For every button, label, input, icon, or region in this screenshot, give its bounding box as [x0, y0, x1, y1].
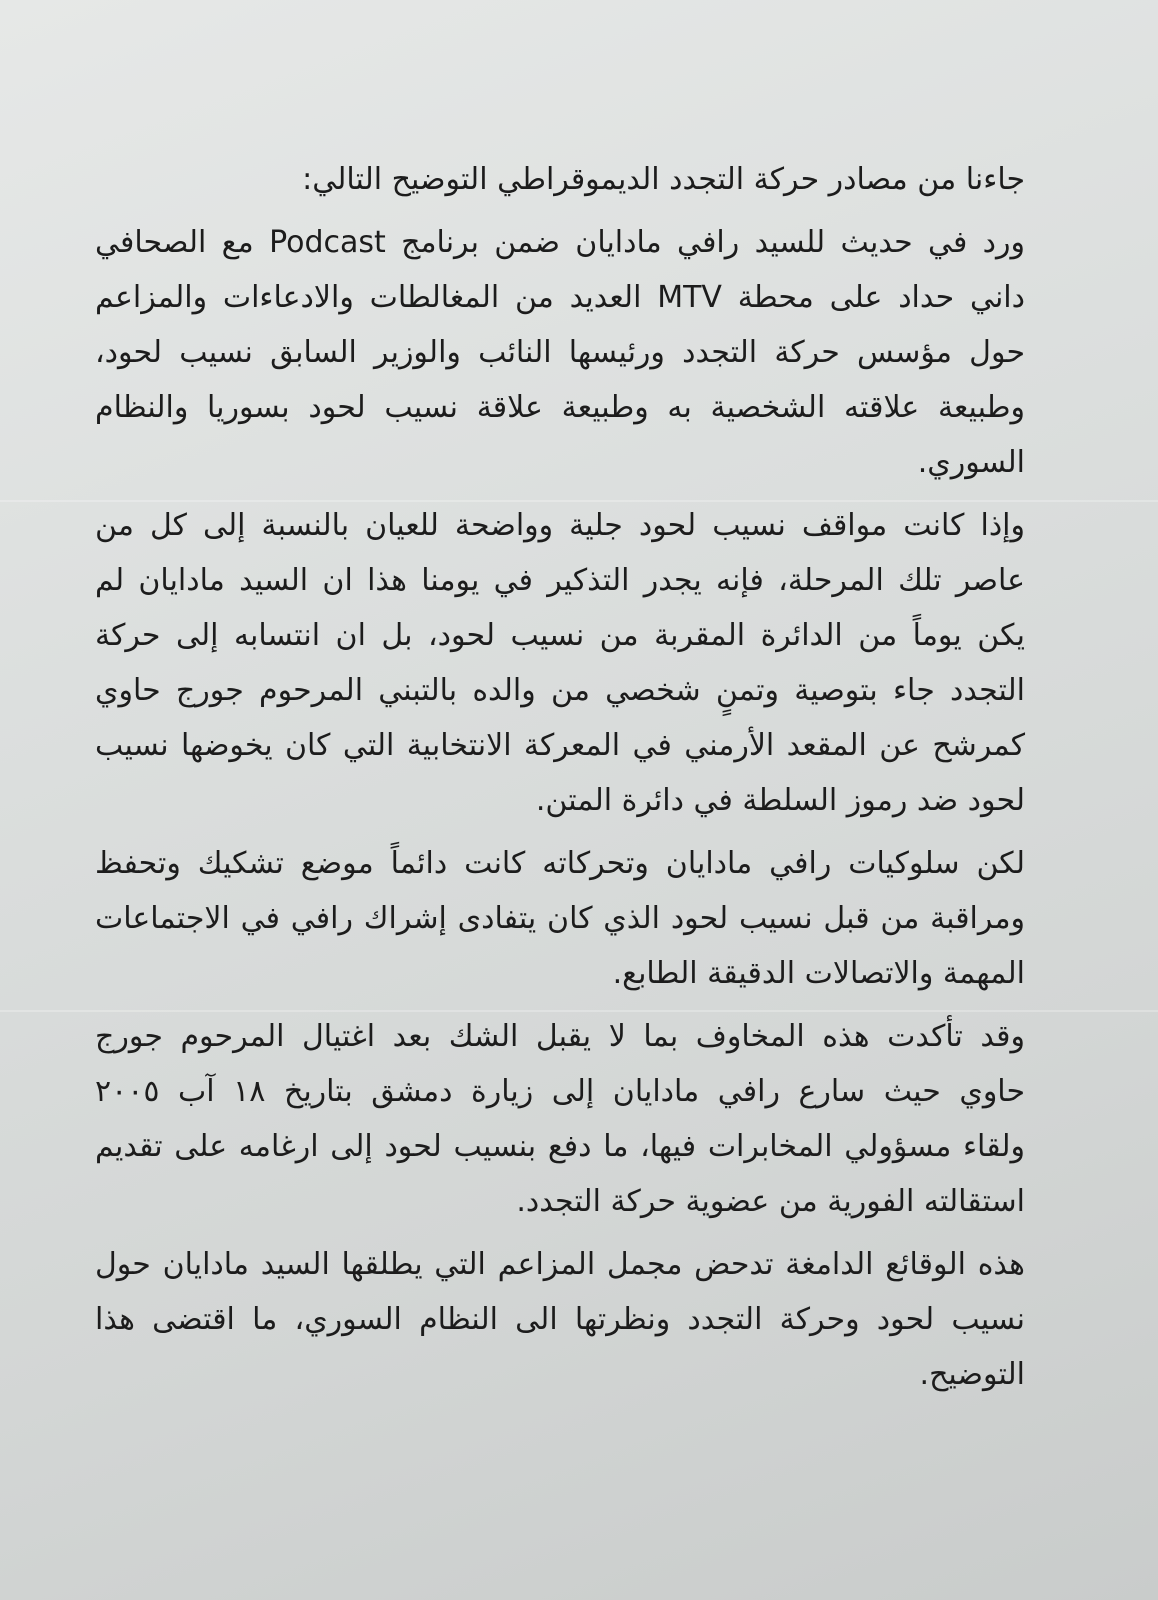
- text-line: التجدد جاء بتوصية وتمنٍ شخصي من والده بالتبني المرحوم جورج حاوي: [95, 673, 1025, 708]
- intro-paragraph: [95, 152, 1025, 207]
- text-line: السوري.: [917, 445, 1025, 480]
- intro-line: جاءنا من مصادر حركة التجدد الديموقراطي التوضيح التالي:: [302, 162, 1025, 197]
- text-line: داني حداد على محطة MTV العديد من المغالطات والادعاءات والمزاعم: [95, 280, 1025, 315]
- text-line: حول مؤسس حركة التجدد ورئيسها النائب والوزير السابق نسيب لحود،: [95, 335, 1025, 370]
- text-line: ورد في حديث للسيد رافي مادايان ضمن برنامج Podcast مع الصحافي: [95, 225, 1026, 260]
- text-line: وقد تأكدت هذه المخاوف بما لا يقبل الشك بعد اغتيال المرحوم جورج: [95, 1019, 1025, 1054]
- text-line: وطبيعة علاقته الشخصية به وطبيعة علاقة نسيب لحود بسوريا والنظام: [95, 390, 1025, 425]
- text-line: نسيب لحود وحركة التجدد ونظرتها الى النظام السوري، ما اقتضى هذا: [95, 1302, 1025, 1337]
- text-line: كمرشح عن المقعد الأرمني في المعركة الانتخابية التي كان يخوضها نسيب: [95, 728, 1025, 763]
- text-line: وإذا كانت مواقف نسيب لحود جلية وواضحة للعيان بالنسبة إلى كل من: [95, 508, 1025, 543]
- paragraph: [95, 498, 1025, 828]
- text-line: ولقاء مسؤولي المخابرات فيها، ما دفع بنسيب لحود إلى ارغامه على تقديم: [95, 1129, 1025, 1164]
- paragraph: [95, 1009, 1025, 1229]
- text-line: ومراقبة من قبل نسيب لحود الذي كان يتفادى إشراك رافي في الاجتماعات: [95, 901, 1025, 936]
- text-line: استقالته الفورية من عضوية حركة التجدد.: [516, 1184, 1025, 1219]
- text-line: عاصر تلك المرحلة، فإنه يجدر التذكير في يومنا هذا ان السيد مادايان لم: [95, 563, 1025, 598]
- paragraph: [95, 836, 1025, 1001]
- paragraph: [95, 1237, 1025, 1402]
- text-line: التوضيح.: [919, 1357, 1025, 1392]
- text-line: هذه الوقائع الدامغة تدحض مجمل المزاعم التي يطلقها السيد مادايان حول: [95, 1247, 1025, 1282]
- text-line: يكن يوماً من الدائرة المقربة من نسيب لحود، بل ان انتسابه إلى حركة: [95, 618, 1025, 653]
- paragraph: [95, 215, 1025, 490]
- text-line: حاوي حيث سارع رافي مادايان إلى زيارة دمشق بتاريخ ١٨ آب ٢٠٠٥: [95, 1074, 1025, 1109]
- statement-document: [95, 152, 1025, 1402]
- text-line: المهمة والاتصالات الدقيقة الطابع.: [612, 956, 1025, 991]
- text-line: لحود ضد رموز السلطة في دائرة المتن.: [535, 783, 1025, 818]
- text-line: لكن سلوكيات رافي مادايان وتحركاته كانت دائماً موضع تشكيك وتحفظ: [95, 846, 1025, 881]
